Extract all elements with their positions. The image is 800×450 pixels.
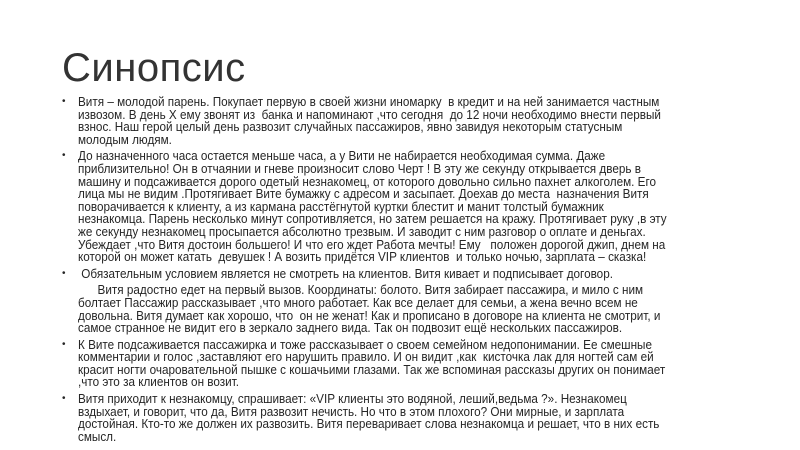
bullet-marker: •	[62, 338, 66, 350]
text-line: Витя приходит к незнакомцу, спрашивает: «VIP клиенты это водяной, леший,ведьма ?». Незнакомец	[78, 392, 627, 407]
text-line: самое странное не видит его в зеркало заднего вида. Так он подвозит ещё нескольких пассажиров.	[78, 321, 623, 336]
text-line: же секунду незнакомец просыпается абсолютно трезвым. И заводит с ним разговор о оплате и деньгах.	[78, 224, 646, 239]
bullet-item	[62, 337, 788, 390]
bullet-marker: •	[62, 96, 66, 107]
slide-body	[62, 95, 788, 447]
text-line: Обязательным условием является не смотреть на клиентов. Витя кивает и подписывает договор.	[78, 266, 613, 281]
text-line: которой он может катать девушек ! А возить придётся VIP клиентов и только ночью, зарплата – сказка!	[78, 250, 647, 265]
bullet-item	[62, 95, 788, 147]
text-line: болтает Пассажир рассказывает ,что много работает. Как все делает для семьи, а жена вечно всем не	[78, 295, 638, 310]
text-line: молодым людям.	[78, 132, 172, 147]
bullet-item	[62, 266, 788, 281]
text-line: лица мы не видим .Протягивает Вите бумажку с адресом и засыпает. Доехав до места назначения Витя	[78, 187, 649, 202]
text-line: вздыхает, и говорит, что да, Витя развозит нечисть. Но что в этом плохого? Они мирные, и зарплата	[78, 404, 625, 419]
text-line: поворачивается к клиенту, а из кармана расстёгнутой куртки блестит и манит толстый бумажник	[78, 199, 604, 214]
text-line: Витя радостно едет на первый вызов. Координаты: болото. Витя забирает пассажира, и мило с ним	[78, 283, 644, 298]
bullet-marker: •	[62, 393, 66, 405]
text-line: довольна. Витя думает как хорошо, что он не женат! Как и прописано в договоре на клиента не смотрит, и	[78, 308, 661, 323]
bullet-marker: •	[62, 267, 66, 279]
text-line: извозом. В день Х ему звонят из банка и напоминают ,что сегодня до 12 ночи необходимо внести первый	[78, 107, 661, 122]
paragraph	[78, 284, 788, 334]
text-line: приблизительно! Он в отчаянии и гневе произносит слово Черт ! В эту же секунду открывается дверь в	[78, 161, 641, 176]
text-line: комментарии и голос ,заставляют его нарушить правило. И он видит ,как кисточка лак для ногтей сам ей	[78, 350, 654, 365]
text-line: смысл.	[78, 429, 117, 444]
bullet-item	[62, 149, 788, 265]
text-line: К Вите подсаживается пассажирка и тоже рассказывает о своем семейном недопонимании. Ее смешные	[78, 337, 652, 352]
bullet-marker: •	[62, 150, 66, 162]
text-line: ,что это за клиентов он возит.	[78, 375, 239, 390]
slide-title: Синопсис	[62, 46, 246, 90]
text-line: Витя – молодой парень. Покупает первую в своей жизни иномарку в кредит и на ней занимается частным	[78, 95, 660, 109]
text-line: достойная. Кто-то же должен их развозить. Витя переваривает слова незнакомца и решает, что в них есть	[78, 417, 660, 432]
bullet-item	[62, 392, 788, 444]
text-line: незнакомца. Парень несколько минут сопротивляется, но затем решается на кражу. Протягивает руку ,в эту	[78, 212, 667, 227]
text-line: машину и подсаживается дорого одетый незнакомец, от которого довольно сильно пахнет алкоголем. Его	[78, 174, 656, 189]
text-line: красит ногти очаровательной пышке с кошачьими глазами. Так же вспоминая рассказы других он понимает	[78, 362, 666, 377]
text-line: Убеждает ,что Витя достоин большего! И что его ждет Работа мечты! Ему положен дорогой джип, днем на	[78, 237, 666, 252]
text-line: До назначенного часа остается меньше часа, а у Вити не набирается необходимая сумма. Даже	[78, 149, 606, 164]
text-line: взнос. Наш герой целый день развозит случайных пассажиров, явно завидуя некоторым статусным	[78, 120, 623, 135]
